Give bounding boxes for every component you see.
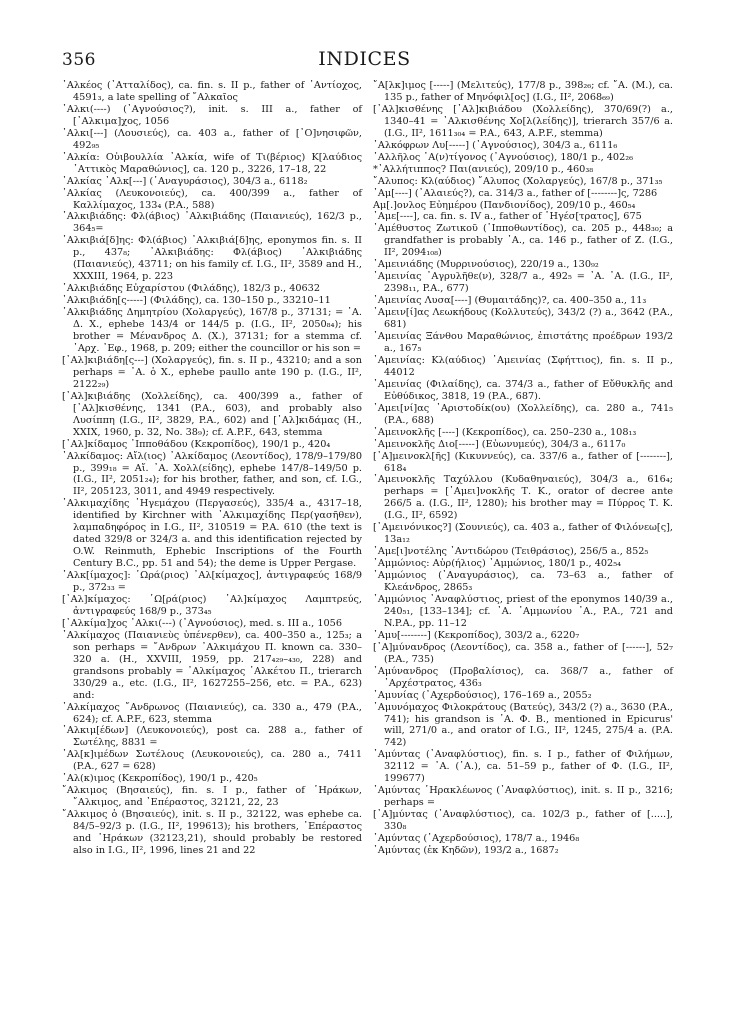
index-entry: ᾿Αλκ[ίμαχος]: ῾Ωρά(ριος) ᾿Αλ[κίμαχος], ἀντιγραφεύς 168/9 p., 372₃₃ = [62, 570, 362, 594]
index-entry: ᾿Αμυνόμαχος Φιλοκράτους (Βατεύς), 343/2 (?) a., 3630 (P.A., 741); his grandson is ᾿Α. Φ. Β., mentioned in Epicurus' will, 271/0 a., and orator of I.G., II², 1245, 275/4 a. (P.A. 742) [373, 701, 673, 749]
index-entry: ᾿Αλκέος (᾿Ατταλίδος), ca. fin. s. II p., father of ᾿Αντίοχος, 4591₃, a late spelling of ῎Αλκαῖος [62, 80, 362, 103]
index-entry: ᾿Αλκίας (Λευκονοιεύς), ca. 400/399 a., father of Καλλίμαχος, 133₄ (P.A., 588) [62, 187, 362, 211]
index-entry: ᾿Αμύντας ῾Ηρακλέωνος (᾿Αναφλύστιος), init. s. II p., 3216; perhaps = [373, 785, 673, 809]
index-entry: ᾿Αμεινοκλῆς Διο[-----] (Εὐωνυμεύς), 304/3 a., 6117₀ [373, 438, 626, 450]
index-entry: ᾿Αμεινοκλῆς [----] (Κεκροπίδος), ca. 250–230 a., 108₁₃ [373, 426, 637, 438]
index-entry: ᾿Αλκίας ᾿Αλκ[---] (᾿Αναγυράσιος), 304/3 a., 6118₂ [62, 175, 308, 187]
index-entry: [᾿Αλ]κίδαμος ᾿Ιπποθάδου (Κεκροπίδος), 190/1 p., 420₄ [62, 438, 331, 450]
index-entry: ᾿Αλκι(----) (᾿Αγνούσιος?), init. s. III a., father of [᾿Αλκιμα]χος, 1056 [62, 103, 362, 127]
index-entry: [᾿Αλ]κιβιάδης (Χολλείδης), ca. 400/399 a., father of [᾿Αλ]κισθένης, 1341 (P.A., 603), and probably also Λυσίππη (I.G., II², 3829, P.A., 602) and [᾿Αλ]κιδάμας (H., XXIX, 1960, p. 32, No. 38₉); cf. A.P.F., 643, stemma [62, 390, 362, 438]
index-entry: ᾿Αλκιμαχίδης ῾Ηγεμάχου (Περγασεύς), 335/4 a., 4317–18, identified by Kirchner with ᾿Αλκιμαχίδης Περ(γασῆθεν), λαμπαδηφόρος in I.G., II², 310519 = P.A. 610 (the text is dated 329/8 or 324/3 a. and this identification rejected by O.W. Reinmuth, Ephebic Inscriptions of the Fourth Century B.C., pp. 51 and 54); the deme is Upper Pergase. [62, 498, 362, 570]
page-number: 356 [62, 50, 96, 70]
index-entry: ᾿Αλ(κ)ιμος (Κεκροπίδος), 190/1 p., 420₅ [62, 773, 258, 785]
index-entry: ᾿Αμεινοκλῆς Ταχύλλου (Κυδαθηναιεύς), 304/3 a., 616₄; perhaps = [᾿Αμει]νοκλῆς Τ. Κ., orator of decree ante 266/5 a. (I.G., II², 1280); his brother may = Πύρρος Τ. Κ. (I.G., II², 6592) [373, 474, 673, 522]
index-entry: [᾿Α]μεινοκλ[ῆς] (Κικυννεύς), ca. 337/6 a., father of [--------], 618₄ [373, 450, 673, 474]
index-entry: ᾿Αμύντας (᾿Αχερδούσιος), 178/7 a., 1946₈ [373, 833, 580, 845]
index-entry: ᾿Αμμώνιος: Αὐρ(ήλιος) ᾿Αμμώνιος, 180/1 p., 402₅₄ [373, 558, 621, 570]
index-entry: ᾿Αλκία: Οὐιβουλλία ᾿Αλκία, wife of Τι(βέριος) Κ[λαύδιος ᾿Αττικὸς Μαραθώνιος], ca. 120 p., 3226, 17–18, 22 [62, 151, 362, 175]
index-entry: [᾿Α]μύνανδρος (Λεοντίδος), ca. 358 a., father of [------], 52₇ (P.A., 735) [373, 641, 673, 665]
right-column [373, 80, 673, 857]
index-entry: ῎Αλυπος: Κλ(αύδιος) ῎Αλυπος (Χολαργεύς), 167/8 p., 371₃₅ [373, 175, 663, 187]
index-entry: ῎Αλκιμος (Βησαιεύς), fin. s. I p., father of ῾Ηράκων, ῎Αλκιμος, and ᾿Επέραστος, 32121, 22, 23 [62, 785, 362, 809]
index-entry: ᾿Αμει[νί]ας ᾿Αριστοδίκ(ου) (Χολλείδης), ca. 280 a., 741₅ (P.A., 688) [373, 402, 673, 426]
index-entry: ᾿Αλκόφρων Λυ[-----] (᾿Αγνούσιος), 304/3 a., 6111₆ [373, 139, 618, 151]
index-entry: ᾿Αλκιβιά[δ]ης: Φλ(άβιος) ᾿Αλκιβιά[δ]ης, eponymos fin. s. II p., 437₈; ᾿Αλκιβιάδης: Φλ(άβιος) ᾿Αλκιβιάδης (Παιανιεύς), 43711; on his family cf. I.G., II², 3589 and H., XXXIII, 1964, p. 223 [62, 235, 362, 283]
index-entry: ᾿Αμεινιάδης (Μυρρινούσιος), 220/19 a., 130₉₂ [373, 259, 599, 271]
index-entry: ᾿Αμεινίας: Κλ(αύδιος) ᾿Αμεινίας (Σφήττιος), fin. s. II p., 44012 [373, 354, 673, 378]
index-entry: [᾿Αλ]κίμαχος: ῾Ω[ρά(ριος) ᾿Αλ]κίμαχος Λαμπτρεύς, ἀντιγραφεύς 168/9 p., 373₄₅ [62, 593, 362, 617]
index-entry: ᾿Αλκίδαμος: Αἴλ(ιος) ᾿Αλκίδαμος (Λεοντίδος), 178/9–179/80 p., 399₁₈ = Αἴ. ᾿Α. Χολλ(είδης), ephebe 147/8–149/50 p. (I.G., II², 2051₂₄); for his brother, father, and son, cf. I.G., II², 205123, 3011, and 4949 respectively. [62, 450, 362, 498]
index-entry: ᾿Αμεινίας Ξάνθου Μαραθώνιος, ἐπιστάτης προέδρων 193/2 a., 167₅ [373, 331, 673, 354]
index-entry: [᾿Α]μύντας (᾿Αναφλύστιος), ca. 102/3 p., father of [.....], 330₈ [373, 809, 673, 833]
index-entry: ᾿Αλλῆλος ᾿Α(ν)τίγονος (᾿Αγνούσιος), 180/1 p., 402₂₆ [373, 151, 634, 163]
index-entry: ᾿Αλκιβιάδη[ς-----] (Φιλάδης), ca. 130–150 p., 33210–11 [62, 295, 331, 307]
index-entry: ῎Αλκιμος ὁ (Βησαιεύς), init. s. II p., 32122, was ephebe ca. 84/5–92/3 p. (I.G., II², 199613); his brothers, ᾿Επέραστος and ῾Ηράκων (32123,21), should probably be restored also in I.G., II², 1996, lines 21 and 22 [62, 809, 362, 856]
index-entry: ᾿Αμεινίας ᾿Αγρυλῆθε(ν), 328/7 a., 492₅ = ᾿Α. ᾿Α. (I.G., II², 2398₁₁, P.A., 677) [373, 271, 673, 295]
index-entry: ᾿Αλκιβιάδης: Φλ(άβιος) ᾿Αλκιβιάδης (Παιανιεύς), 162/3 p., 364₅= [62, 211, 362, 235]
index-entry: ᾿Αλκιμ[έδων] (Λευκονοιεύς), post ca. 288 a., father of Σωτέλης, 8831 = [62, 725, 362, 749]
index-entry: [᾿Αλ]κιβιάδη[ς---] (Χολαργεύς), fin. s. II p., 43210; and a son perhaps = ᾿Α. ὁ Χ., ephebe paullo ante 190 p. (I.G., II², 2122₂₉) [62, 354, 362, 390]
index-entry: ᾿Αλκίμαχος (Παιανιεὺς ὑπένερθεν), ca. 400–350 a., 125₃; a son perhaps = ῎Ανδρων ᾿Αλκιμάχου Π. known ca. 330–320 a. (H., XXVIII, 1959, pp. 217₄₂₉–₄₃₀, 228) and grandsons probably = ᾿Αλκίμαχος ᾿Αλκέτου Π., trierarch 330/29 a., etc. (I.G., II², 1627255–256, etc. = P.A., 623) and: [62, 629, 362, 701]
index-entry: ᾿Αλκι[---] (Λουσιεύς), ca. 403 a., father of [᾿Ο]νησιφῶν, 492₉₅ [62, 127, 362, 151]
index-entry: ᾿Αμεινίας Λυσα[----] (Θυμαιτάδης)?, ca. 400–350 a., 11₃ [373, 295, 647, 307]
index-entry: ᾿Αμμώνιος ᾿Αναφλύστιος, priest of the eponymos 140/39 a., 240₅₁, [133–134]; cf. ᾿Α. ᾿Αμμωνίου ᾿Α., P.A., 721 and N.P.A., pp. 11–12 [373, 593, 673, 629]
index-entry: ᾿Αμύντας (ἐκ Κηδῶν), 193/2 a., 1687₂ [373, 845, 559, 856]
index-entry: ᾿Αμεινίας (Φιλαίδης), ca. 374/3 a., father of Εὔθυκλῆς and Εὐθύδικος, 3818, 19 (P.A., 687). [373, 378, 673, 402]
index-entry: ᾿Αλκίμαχος ῎Ανδρωνος (Παιανιεύς), ca. 330 a., 479 (P.A., 624); cf. A.P.F., 623, stemma [62, 701, 362, 725]
index-entry: ᾿Αμειν[ί]ας Λεωκήδους (Κολλυτεύς), 343/2 (?) a., 3642 (P.A., 681) [373, 307, 673, 331]
page-title: INDICES [318, 48, 411, 70]
index-entry: ᾿Αμ[----] (᾿Αλαιεύς?), ca. 314/3 a., father of [--------]ς, 7286 [373, 187, 658, 199]
left-column [62, 80, 362, 857]
index-entry: ᾿Αμυνίας (᾿Αχερδούσιος), 176–169 a., 2055₂ [373, 689, 592, 701]
index-entry: ᾿Αμέθυστος Ζωτικοῦ (῾Ιπποθωντίδος), ca. 205 p., 448₃₀; a grandfather is probably ᾿Α., ca. 146 p., father of Ζ. (I.G., II², 2094₁₀₈) [373, 223, 673, 259]
index-entry: ᾿Αμε[----], ca. fin. s. IV a., father of ῾Ηγέσ[τρατος], 675 [373, 211, 642, 223]
index-entry: ᾿Αμυ[--------] (Κεκροπίδος), 303/2 a., 6220₇ [373, 629, 580, 641]
index-entry: *᾿Αλλήτιππος? Παι(ανιεύς), 209/10 p., 460₃₈ [373, 163, 594, 175]
index-entry: ᾿Αμύντας (᾿Αναφλύστιος), fin. s. I p., father of Φιλήμων, 32112 = ᾿Α. (᾿Α.), ca. 51–59 p., father of Φ. (I.G., II², 199677) [373, 749, 673, 785]
index-entry: Αμ[.]ονλος Εὐημέρου (Πανδιονίδος), 209/10 p., 460₅₄ [373, 199, 636, 211]
index-entry: ῎Α[λκ]ιμος [-----] (Μελιτεύς), 177/8 p., 398₂₆; cf. ῎Α. (Μ.), ca. 135 p., father of Μηνόφιλ[ος] (I.G., II², 2068₆₉) [373, 80, 673, 103]
index-entry: ᾿Αλκιβιάδης Εὐχαρίστου (Φιλάδης), 182/3 p., 40632 [62, 283, 321, 295]
index-entry: ᾿Αμμώνιος (᾿Αναγυράσιος), ca. 73–63 a., father of Κλεάνδρος, 2865₃ [373, 570, 673, 594]
index-entry: ᾿Αμύνανδρος (Προβαλίσιος), ca. 368/7 a., father of ᾿Αρχέστρατος, 436₃ [373, 665, 673, 689]
index-entry: ᾿Αλκιβιάδης Δημητρίου (Χολαργεύς), 167/8 p., 37131; = ᾿Α. Δ. Χ., ephebe 143/4 or 144/5 p. (I.G., II², 2050₈₄); his brother = Μένανδρος Δ. (Χ.), 37131; for a stemma cf. ᾿Αρχ. ᾿Εφ., 1968, p. 209; either the councillor or his son = [62, 307, 362, 354]
index-entry: [᾿Αλκίμα]χος ᾿Αλκι(---) (᾿Αγνούσιος), med. s. III a., 1056 [62, 617, 342, 629]
index-entry: [᾿Αμεινόνικος?] (Σουνιεύς), ca. 403 a., father of Φιλόνεω[ς], 13a₁₂ [373, 522, 673, 546]
index-entry: ᾿Αλ[κ]ιμέδων Σωτέλους (Λευκονοιεύς), ca. 280 a., 7411 (P.A., 627 = 628) [62, 749, 362, 773]
index-entry: [᾿Αλ]κισθένης [᾿Αλ]κιβιάδου (Χολλείδης), 370/69(?) a., 1340–41 = ᾿Αλκισθένης Χο[λ(λείδης)], trierarch 357/6 a. (I.G., II², 1611₃₀₄ = P.A., 643, A.P.F., stemma) [373, 103, 673, 139]
index-entry: ᾿Αμε[ι]νοτέλης ᾿Αντιδώρου (Τειθράσιος), 256/5 a., 852₅ [373, 546, 649, 558]
